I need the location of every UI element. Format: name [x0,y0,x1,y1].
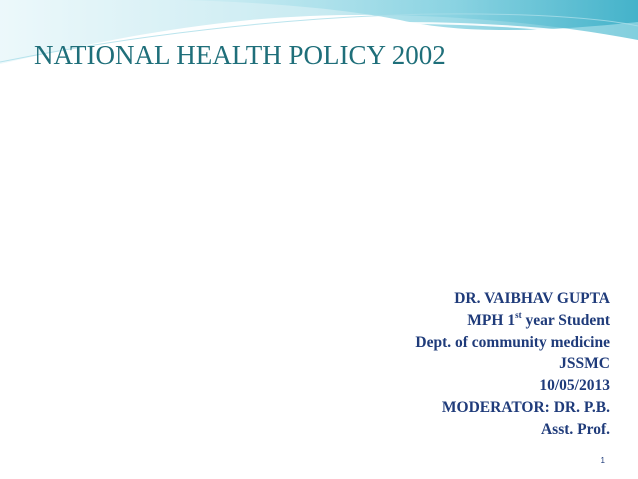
slide-title: NATIONAL HEALTH POLICY 2002 [34,40,446,70]
page-number: 1 [600,456,605,465]
presentation-date: 10/05/2013 [539,377,610,395]
author-degree-prefix: MPH 1 [467,311,516,329]
moderator-title: Asst. Prof. [540,420,610,438]
author-degree-superscript: st [515,309,522,320]
author-info-block [415,288,610,441]
author-degree-suffix: year Student [521,311,610,329]
author-institution: JSSMC [559,355,610,373]
author-name: DR. VAIBHAV GUPTA [454,290,610,307]
moderator-name: MODERATOR: DR. P.B. [441,398,610,416]
author-department: Dept. of community medicine [415,333,610,351]
author-degree [415,310,610,332]
